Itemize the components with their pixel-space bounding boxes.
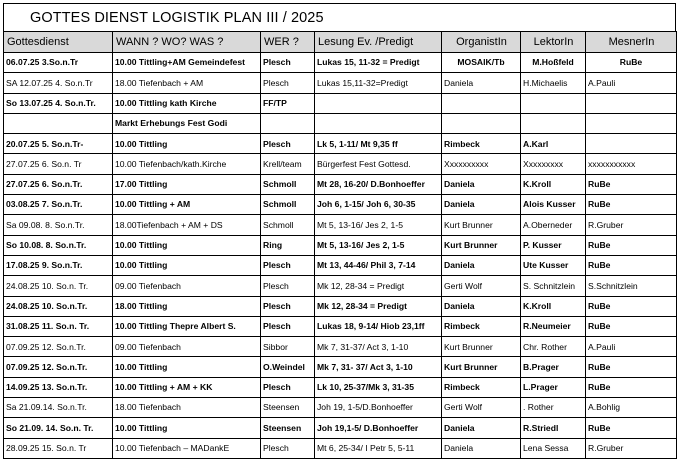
table-cell: 24.08.25 10. So.n.Tr. — [4, 296, 113, 316]
table-cell: 24.08.25 10. So.n. Tr. — [4, 276, 113, 296]
table-cell: Plesch — [261, 276, 315, 296]
table-cell: Schmoll — [261, 215, 315, 235]
header-cell: MesnerIn — [586, 32, 677, 53]
table-cell: Steensen — [261, 398, 315, 418]
table-cell: 10.00 Tittling — [113, 255, 261, 275]
table-row — [4, 134, 677, 154]
table-row — [4, 195, 677, 215]
table-cell: Bürgerfest Fest Gottesd. — [315, 154, 442, 174]
table-cell: Plesch — [261, 438, 315, 458]
table-cell: Markt Erhebungs Fest Godi — [113, 113, 261, 133]
table-cell: S.Schnitzlein — [586, 276, 677, 296]
table-cell: 10.00 Tittling + AM — [113, 195, 261, 215]
table-cell: Daniela — [442, 195, 521, 215]
table-row — [4, 276, 677, 296]
table-cell: Schmoll — [261, 174, 315, 194]
table-cell — [315, 113, 442, 133]
table-cell: Plesch — [261, 316, 315, 336]
table-cell: Schmoll — [261, 195, 315, 215]
table-row — [4, 438, 677, 458]
table-cell: Plesch — [261, 134, 315, 154]
table-row — [4, 53, 677, 73]
table-cell: Rimbeck — [442, 377, 521, 397]
table-cell: Joh 19,1-5/ D.Bonhoeffer — [315, 418, 442, 438]
title-text: GOTTES DIENST LOGISTIK PLAN III / 2025 — [30, 9, 324, 26]
table-cell: So 21.09. 14. So.n. Tr. — [4, 418, 113, 438]
table-cell — [521, 113, 586, 133]
table-cell: RuBe — [586, 377, 677, 397]
table-cell: A.Pauli — [586, 73, 677, 93]
table-cell: A.Bohlig — [586, 398, 677, 418]
table-cell: Plesch — [261, 296, 315, 316]
table-cell: 03.08.25 7. So.n.Tr. — [4, 195, 113, 215]
table-cell: 10.00 Tittling Thepre Albert S. — [113, 316, 261, 336]
table-cell: So 10.08. 8. So.n.Tr. — [4, 235, 113, 255]
table-row — [4, 73, 677, 93]
table-cell: M.Hoßfeld — [521, 53, 586, 73]
table-cell: S. Schnitzlein — [521, 276, 586, 296]
table-cell: 18.00 Tiefenbach — [113, 398, 261, 418]
table-cell: H.Michaelis — [521, 73, 586, 93]
table-cell — [442, 93, 521, 113]
table-row — [4, 235, 677, 255]
table-cell: Mk 7, 31- 37/ Act 3, 1-10 — [315, 357, 442, 377]
schedule-sheet — [3, 3, 676, 453]
table-cell — [442, 113, 521, 133]
table-cell: Steensen — [261, 418, 315, 438]
table-cell: Kurt Brunner — [442, 357, 521, 377]
table-cell: Plesch — [261, 377, 315, 397]
table-cell: Chr. Rother — [521, 337, 586, 357]
table-cell: 18.00Tiefenbach + AM + DS — [113, 215, 261, 235]
table-cell: 10.00 Tiefenbach – MADankE — [113, 438, 261, 458]
table-row — [4, 113, 677, 133]
table-cell: RuBe — [586, 357, 677, 377]
table-cell: Daniela — [442, 438, 521, 458]
table-cell: 18.00 Tittling — [113, 296, 261, 316]
table-row — [4, 255, 677, 275]
table-row — [4, 93, 677, 113]
table-cell: Lukas 15, 11-32 = Predigt — [315, 53, 442, 73]
table-cell — [586, 93, 677, 113]
table-cell: Daniela — [442, 73, 521, 93]
table-cell: . Rother — [521, 398, 586, 418]
table-cell: Joh 6, 1-15/ Joh 6, 30-35 — [315, 195, 442, 215]
table-cell: 17.00 Tittling — [113, 174, 261, 194]
table-cell: Daniela — [442, 255, 521, 275]
table-cell: Sa 09.08. 8. So.n.Tr. — [4, 215, 113, 235]
table-row — [4, 154, 677, 174]
table-cell: Gerti Wolf — [442, 398, 521, 418]
table-cell: 17.08.25 9. So.n.Tr. — [4, 255, 113, 275]
table-row — [4, 316, 677, 336]
table-cell: RuBe — [586, 418, 677, 438]
table-cell: A.Karl — [521, 134, 586, 154]
table-cell: Daniela — [442, 174, 521, 194]
table-cell: Rimbeck — [442, 316, 521, 336]
table-cell: Lk 10, 25-37/Mk 3, 31-35 — [315, 377, 442, 397]
table-cell: Mk 7, 31-37/ Act 3, 1-10 — [315, 337, 442, 357]
table-cell: 09.00 Tiefenbach — [113, 337, 261, 357]
table-cell: 10.00 Tittling — [113, 235, 261, 255]
table-row — [4, 357, 677, 377]
header-cell: OrganistIn — [442, 32, 521, 53]
table-cell: RuBe — [586, 316, 677, 336]
table-cell: Mk 12, 28-34 = Predigt — [315, 276, 442, 296]
table-row — [4, 398, 677, 418]
table-cell — [315, 93, 442, 113]
table-body — [4, 53, 677, 459]
table-cell — [4, 113, 113, 133]
table-cell: Lukas 18, 9-14/ Hiob 23,1ff — [315, 316, 442, 336]
table-cell: Kurt Brunner — [442, 235, 521, 255]
table-cell — [586, 134, 677, 154]
table-cell: Sa 21.09.14. So.n.Tr. — [4, 398, 113, 418]
table-cell: 27.07.25 6. So.n.Tr. — [4, 174, 113, 194]
table-cell: 27.07.25 6. So.n. Tr — [4, 154, 113, 174]
table-cell: Mt 28, 16-20/ D.Bonhoeffer — [315, 174, 442, 194]
header-cell: Gottesdienst — [4, 32, 113, 53]
table-cell: RuBe — [586, 255, 677, 275]
table-cell: R.Gruber — [586, 215, 677, 235]
table-cell: Lukas 15,11-32=Predigt — [315, 73, 442, 93]
table-cell: 10.00 Tittling — [113, 357, 261, 377]
table-cell: Plesch — [261, 73, 315, 93]
table-row — [4, 296, 677, 316]
table-cell: Plesch — [261, 53, 315, 73]
table-cell: RuBe — [586, 296, 677, 316]
table-cell: 14.09.25 13. So.n.Tr. — [4, 377, 113, 397]
header-row — [4, 32, 677, 53]
table-cell: SA 12.07.25 4. So.n.Tr — [4, 73, 113, 93]
table-cell: Mt 6, 25-34/ I Petr 5, 5-11 — [315, 438, 442, 458]
table-cell: Xxxxxxxxxx — [442, 154, 521, 174]
table-cell: Kurt Brunner — [442, 215, 521, 235]
page-title — [3, 3, 676, 31]
table-cell: L.Prager — [521, 377, 586, 397]
table-cell: 09.00 Tiefenbach — [113, 276, 261, 296]
header-cell: WANN ? WO? WAS ? — [113, 32, 261, 53]
table-cell: FF/TP — [261, 93, 315, 113]
table-cell: A.Oberneder — [521, 215, 586, 235]
table-row — [4, 215, 677, 235]
table-cell: 10.00 Tiefenbach/kath.Kirche — [113, 154, 261, 174]
header-cell: LektorIn — [521, 32, 586, 53]
table-cell: Lk 5, 1-11/ Mt 9,35 ff — [315, 134, 442, 154]
table-cell: A.Pauli — [586, 337, 677, 357]
table-cell: 10.00 Tittling kath Kirche — [113, 93, 261, 113]
table-cell: Plesch — [261, 255, 315, 275]
table-cell — [586, 113, 677, 133]
table-cell: 07.09.25 12. So.n.Tr. — [4, 357, 113, 377]
table-cell: 31.08.25 11. So.n. Tr. — [4, 316, 113, 336]
table-cell: 10.00 Tittling+AM Gemeindefest — [113, 53, 261, 73]
table-cell: K.Kroll — [521, 174, 586, 194]
table-row — [4, 174, 677, 194]
table-cell: R.Striedl — [521, 418, 586, 438]
table-cell: Gerti Wolf — [442, 276, 521, 296]
table-cell: Daniela — [442, 418, 521, 438]
table-cell — [521, 93, 586, 113]
table-cell: R.Gruber — [586, 438, 677, 458]
table-cell: Xxxxxxxxx — [521, 154, 586, 174]
table-cell: Ute Kusser — [521, 255, 586, 275]
table-cell: Ring — [261, 235, 315, 255]
table-cell: Mt 5, 13-16/ Jes 2, 1-5 — [315, 235, 442, 255]
table-cell: Kurt Brunner — [442, 337, 521, 357]
table-cell: Mk 12, 28-34 = Predigt — [315, 296, 442, 316]
table-cell: 07.09.25 12. So.n.Tr. — [4, 337, 113, 357]
table-cell: So 13.07.25 4. So.n.Tr. — [4, 93, 113, 113]
table-cell: Mt 5, 13-16/ Jes 2, 1-5 — [315, 215, 442, 235]
table-cell: Joh 19, 1-5/D.Bonhoeffer — [315, 398, 442, 418]
schedule-table — [3, 31, 677, 459]
table-cell: 06.07.25 3.So.n.Tr — [4, 53, 113, 73]
table-cell: Sibbor — [261, 337, 315, 357]
table-row — [4, 377, 677, 397]
table-cell: O.Weindel — [261, 357, 315, 377]
table-cell: 18.00 Tiefenbach + AM — [113, 73, 261, 93]
table-cell: 10.00 Tittling — [113, 134, 261, 154]
table-cell: Alois Kusser — [521, 195, 586, 215]
table-cell: RuBe — [586, 235, 677, 255]
table-cell: R.Neumeier — [521, 316, 586, 336]
table-cell: 10.00 Tittling — [113, 418, 261, 438]
table-cell: Krell/team — [261, 154, 315, 174]
table-cell: Rimbeck — [442, 134, 521, 154]
table-cell: RuBe — [586, 174, 677, 194]
table-cell: 28.09.25 15. So.n. Tr — [4, 438, 113, 458]
table-row — [4, 418, 677, 438]
table-row — [4, 337, 677, 357]
table-cell: 20.07.25 5. So.n.Tr- — [4, 134, 113, 154]
table-cell: B.Prager — [521, 357, 586, 377]
table-cell: RuBe — [586, 53, 677, 73]
table-cell: Mt 13, 44-46/ Phil 3, 7-14 — [315, 255, 442, 275]
table-cell: MOSAIK/Tb — [442, 53, 521, 73]
table-cell — [261, 113, 315, 133]
table-cell: 10.00 Tittling + AM + KK — [113, 377, 261, 397]
table-cell: Daniela — [442, 296, 521, 316]
table-cell: xxxxxxxxxxx — [586, 154, 677, 174]
table-cell: K.Kroll — [521, 296, 586, 316]
header-cell: WER ? — [261, 32, 315, 53]
header-cell: Lesung Ev. /Predigt — [315, 32, 442, 53]
table-cell: P. Kusser — [521, 235, 586, 255]
table-cell: Lena Sessa — [521, 438, 586, 458]
table-cell: RuBe — [586, 195, 677, 215]
